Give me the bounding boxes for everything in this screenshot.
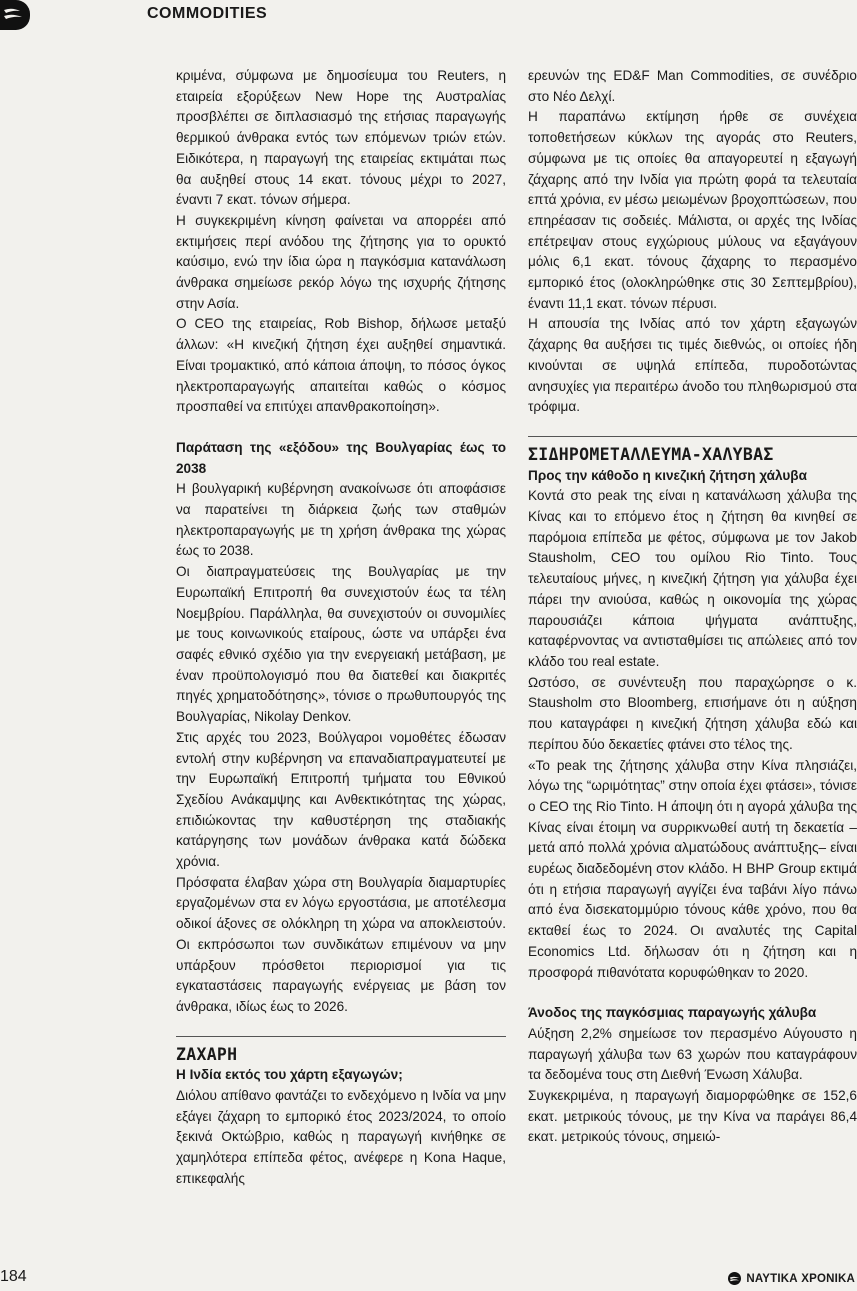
sugar-section-title: ΖΑΧΑΡΗ: [176, 1044, 238, 1064]
paragraph: Η βουλγαρική κυβέρνηση ανακοίνωσε ότι αποφάσισε να παρατείνει τη διάρκεια ζωής των σταθμών ηλεκτροπαραγωγής με τη χρήση άνθρακα της χώρας έως το 2038.: [176, 481, 506, 559]
paragraph: Ο CEO της εταιρείας, Rob Bishop, δήλωσε μεταξύ άλλων: «Η κινεζική ζήτηση έχει αυξηθεί σημαντικά. Είναι τρομακτικό, από κάποια άποψη, το πόσος όγκος ηλεκτροπαραγωγής απαιτείται καθώς ο κόσμος προσπαθεί να επιτύχει απανθρακοποίηση».: [176, 316, 506, 415]
paragraph: Στις αρχές του 2023, Βούλγαροι νομοθέτες έδωσαν εντολή στην κυβέρνηση να επαναδιαπραγματευτεί με την Ευρωπαϊκή Επιτροπή τμήματα του Εθνικού Σχεδίου Ανάκαμψης και Ανθεκτικότητας της χώρας, επιδιώκοντας την καθυστέρηση της σταδιακής κατάργησης των μονάδων άνθρακα κατά δώδεκα χρόνια.: [176, 729, 506, 870]
paragraph: «Το peak της ζήτησης χάλυβα στην Κίνα πλησιάζει, λόγω της “ωριμότητας” στην οποία έχει φτάσει», τόνισε ο CEO της Rio Tinto. Η άποψη ότι η αγορά χάλυβα της Κίνας είναι έτοιμη να συρρικνωθεί αυτή τη δεκαετία –μετά από πολλά χρόνια αλματώδους ανάπτυξης– είναι ευρέως διαδεδομένη στον κλάδο. Η BHP Group εκτιμά ότι η ετήσια παραγωγή αγγίζει ένα ταβάνι λίγο πάνω από ένα δισεκατομμύριο τόνους κάθε χρόνο, που θα εκταθεί έως το 2024. Οι αναλυτές της Capital Economics Ltd. δήλωσαν ότι η ζήτηση και η προσφορά πιθανότατα κορυφώθηκαν το 2020.: [528, 757, 857, 980]
paragraph: ερευνών της ED&F Man Commodities, σε συνέδριο στο Νέο Δελχί.: [528, 68, 857, 104]
steel-section-title: ΣΙΔΗΡΟΜΕΤΑΛΛΕΥΜΑ-ΧΑΛΥΒΑΣ: [528, 444, 774, 464]
paragraph: Αύξηση 2,2% σημείωσε τον περασμένο Αύγουστο η παραγωγή χάλυβα των 63 χωρών που καταγράφουν τα δεδομένα τους στη Διεθνή Ένωση Χάλυβα.: [528, 1025, 857, 1083]
paragraph: Οι διαπραγματεύσεις της Βουλγαρίας με την Ευρωπαϊκή Επιτροπή θα συνεχιστούν έως τα τέλη Νοεμβρίου. Παράλληλα, θα συνεχιστούν οι συνομιλίες με τους κοινωνικούς εταίρους, ώστε να υπάρξει ένα σαφές εθνικό σχέδιο για την ενεργειακή μετάβαση, με έναν προϋπολογισμό που θα διατεθεί και διακριτές πηγές χρηματοδότησης», τόνισε ο πρωθυπουργός της Βουλγαρίας, Nikolay Denkov.: [176, 564, 506, 725]
paragraph: Ωστόσο, σε συνέντευξη που παραχώρησε ο κ. Stausholm στο Bloomberg, επισήμανε ότι η αύξηση που καταγράφει η κινεζική ζήτηση χάλυβα εδώ και περίπου δύο δεκαετίες φτάνει στο τέλος της.: [528, 674, 857, 752]
brand-logo-icon: [728, 1272, 741, 1285]
paragraph: Διόλου απίθανο φαντάζει το ενδεχόμενο η Ινδία να μην εξάγει ζάχαρη το εμπορικό έτος 2023/2024, το οποίο ξεκινά Οκτώβριο, καθώς η παραγωγή κινήθηκε σε χαμηλότερα επίπεδα φέτος, ανέφερε η Kona Haque, επικεφαλής: [176, 1088, 506, 1186]
paragraph: Κοντά στο peak της είναι η κατανάλωση χάλυβα της Κίνας και το επόμενο έτος η ζήτηση θα κινηθεί σε παρόμοια επίπεδα με φέτος, σύμφωνα με τον Jakob Stausholm, CEO του ομίλου Rio Tinto. Τους τελευταίους μήνες, η κινεζική ζήτηση για χάλυβα έχει πάρει την ανιούσα, καθώς η οικονομία της χώρας παρουσιάζει κάποια ψήγματα ανάπτυξης, καταφέρνοντας να αντισταθμίσει τις απώλειες από τον κλάδο του real estate.: [528, 488, 857, 669]
section-divider: [176, 1036, 506, 1037]
brand-name: ΝΑΥΤΙΚΑ ΧΡΟΝΙΚΑ: [746, 1272, 855, 1285]
left-column: [176, 66, 506, 1190]
paragraph: Συγκεκριμένα, η παραγωγή διαμορφώθηκε σε 152,6 εκατ. μετρικούς τόνους, με την Κίνα να παράγει 86,4 εκατ. μετρικούς τόνους, σημειώ-: [528, 1088, 857, 1145]
footer-brand: [728, 1272, 855, 1285]
paragraph: Η απουσία της Ινδίας από τον χάρτη εξαγωγών ζάχαρης θα αυξήσει τις τιμές διεθνώς, οι οποίες ήδη κινούνται σε υψηλά επίπεδα, πυροδοτώντας ανησυχίες για περαιτέρω άνοδο του πληθωρισμού στα τρόφιμα.: [528, 316, 857, 415]
page-header: [0, 0, 857, 30]
production-heading: Άνοδος της παγκόσμιας παραγωγής χάλυβα: [528, 1005, 817, 1021]
section-divider: [528, 436, 857, 437]
paragraph: Η συγκεκριμένη κίνηση φαίνεται να απορρέει από εκτιμήσεις περί ανόδου της ζήτησης για το ορυκτό καύσιμο, ενώ την ίδια ώρα η παγκόσμια κατανάλωση άνθρακα σημείωσε ρεκόρ λόγω της ισχυρής ζήτησης στην Ασία.: [176, 212, 506, 311]
paragraph: Πρόσφατα έλαβαν χώρα στη Βουλγαρία διαμαρτυρίες εργαζομένων στα εν λόγω εργοστάσια, με αποτέλεσμα οδικοί άξονες σε ολόκληρη τη χώρα να αποκλειστούν. Οι εκπρόσωποι των συνδικάτων επιμένουν να μην υπάρξουν πρόσθετοι περιορισμοί για τις εγκαταστάσεις παραγωγής ενέργειας με βάση τον άνθρακα, ιδίως έως το 2026.: [176, 874, 506, 1014]
paragraph: κριμένα, σύμφωνα με δημοσίευμα του Reuters, η εταιρεία εξορύξεων New Hope της Αυστραλίας προσβλέπει σε διπλασιασμό της ετήσιας παραγωγής θερμικού άνθρακα εντός των επόμενων τριών ετών. Ειδικότερα, η παραγωγή της εταιρείας εκτιμάται πως θα αυξηθεί στους 14 εκατ. τόνους μέχρι το 2027, έναντι 7 εκατ. τόνων σήμερα.: [176, 68, 506, 208]
bulgaria-heading: Παράταση της «εξόδου» της Βουλγαρίας έως το 2038: [176, 439, 506, 476]
sugar-heading: Η Ινδία εκτός του χάρτη εξαγωγών;: [176, 1067, 403, 1083]
steel-heading: Προς την κάθοδο η κινεζική ζήτηση χάλυβα: [528, 467, 807, 483]
right-column: [528, 66, 857, 1148]
section-label: COMMODITIES: [147, 5, 268, 22]
publication-logo-icon: [0, 0, 30, 30]
paragraph: Η παραπάνω εκτίμηση ήρθε σε συνέχεια τοποθετήσεων κύκλων της αγοράς στο Reuters, σύμφωνα με τις οποίες θα απαγορευτεί η εξαγωγή ζάχαρης από την Ινδία για πρώτη φορά τα τελευταία επτά χρόνια, εν μέσω μειωμένων βροχοπτώσεων, που επηρέασαν τις σοδειές. Μάλιστα, οι αρχές της Ινδίας επέτρεψαν στους εγχώριους μύλους να εξαγάγουν μόλις 6,1 εκατ. τόνους ζάχαρης το περασμένο εμπορικό έτος (ολοκληρώθηκε στις 30 Σεπτεμβρίου), έναντι 11,1 εκατ. τόνων πέρυσι.: [528, 109, 857, 311]
page-number: 184: [0, 1268, 27, 1285]
